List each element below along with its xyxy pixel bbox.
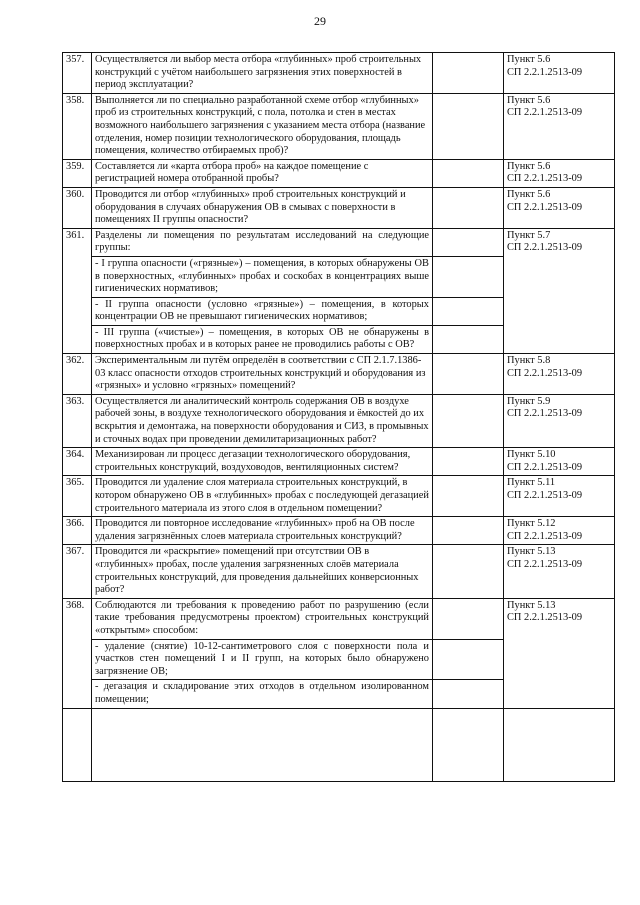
item-number: 367. <box>63 545 92 598</box>
item-number: 363. <box>63 394 92 447</box>
reference-cell <box>504 187 615 228</box>
table-row <box>63 448 615 476</box>
table-row <box>63 187 615 228</box>
answer-cell <box>433 394 504 447</box>
item-number: 359. <box>63 159 92 187</box>
answer-cell <box>433 93 504 159</box>
table-row <box>63 228 615 256</box>
answer-cell <box>433 53 504 94</box>
sub-item-text: - III группа («чистые») – помещения, в которых ОВ не обнаружены в поверхностных пробах и в которых ранее не проводились работы с ОВ? <box>92 325 433 353</box>
answer-cell <box>433 448 504 476</box>
question-text: Проводится ли повторное исследование «глубинных» проб на ОВ после удаления загрязнённых слоев материала строительных конструкций? <box>92 517 433 545</box>
answer-cell <box>433 639 504 680</box>
reference-document: СП 2.2.1.2513-09 <box>507 408 583 420</box>
checklist-body <box>63 53 615 782</box>
reference-document: СП 2.2.1.2513-09 <box>507 530 583 542</box>
reference-document: СП 2.2.1.2513-09 <box>507 242 583 254</box>
sub-item-text: - дегазация и складирование этих отходов в отдельном изолированном помещении; <box>92 680 433 708</box>
answer-cell <box>433 228 504 256</box>
reference-clause: Пункт 5.7 <box>507 229 551 241</box>
table-row <box>63 159 615 187</box>
question-text: Осуществляется ли аналитический контроль содержания ОВ в воздухе рабочей зоны, в воздухе технологического оборудования и ёмкостей до их вскрытия и демонтажа, на поверхности оборудования и СИЗ, в промывных и сточных водах при проведении демилитаризационных работ? <box>92 394 433 447</box>
reference-document: СП 2.2.1.2513-09 <box>507 612 583 624</box>
question-text: Выполняется ли по специально разработанной схеме отбор «глубинных» проб из строительных конструкций, с пола, потолка и стен в местах возможного наибольшего загрязнения с указанием места отбора (название отделения, номер позиции технологического оборудования, площадь помещения, количество отбираемых проб)? <box>92 93 433 159</box>
answer-cell <box>433 256 504 297</box>
reference-clause: Пункт 5.13 <box>507 546 556 558</box>
question-text: Экспериментальным ли путём определён в соответствии с СП 2.1.7.1386-03 класс опасности отходов строительных конструкций и оборудования из «грязных» и условно «грязных» помещений? <box>92 354 433 395</box>
question-text: Составляется ли «карта отбора проб» на каждое помещение с регистрацией номера отобранной пробы? <box>92 159 433 187</box>
reference-clause: Пункт 5.12 <box>507 518 556 530</box>
question-text: Проводится ли «раскрытие» помещений при отсутствии ОВ в «глубинных» пробах, после удаления загрязненных слоёв материала строительных конструкций, для проведения дальнейших конверсионных работ? <box>92 545 433 598</box>
item-number: 358. <box>63 93 92 159</box>
reference-cell <box>504 448 615 476</box>
reference-cell <box>504 394 615 447</box>
item-number: 364. <box>63 448 92 476</box>
item-number: 365. <box>63 476 92 517</box>
answer-cell <box>433 476 504 517</box>
reference-cell <box>504 476 615 517</box>
empty-row <box>63 708 615 781</box>
answer-cell <box>433 517 504 545</box>
reference-document: СП 2.2.1.2513-09 <box>507 173 583 185</box>
table-row <box>63 354 615 395</box>
empty-cell <box>504 708 615 781</box>
reference-clause: Пункт 5.13 <box>507 599 556 611</box>
answer-cell <box>433 680 504 708</box>
table-row <box>63 545 615 598</box>
reference-cell <box>504 545 615 598</box>
empty-cell <box>63 708 92 781</box>
item-number: 362. <box>63 354 92 395</box>
reference-cell <box>504 93 615 159</box>
item-number: 357. <box>63 53 92 94</box>
table-row <box>63 53 615 94</box>
answer-cell <box>433 297 504 325</box>
question-text: Проводится ли удаление слоя материала строительных конструкций, в котором обнаружено ОВ в «глубинных» пробах с последующей дегазацией строительного материала из этого слоя в отдельном помещении? <box>92 476 433 517</box>
empty-cell <box>433 708 504 781</box>
reference-cell <box>504 228 615 353</box>
reference-clause: Пункт 5.8 <box>507 355 551 367</box>
reference-cell <box>504 53 615 94</box>
item-number: 360. <box>63 187 92 228</box>
item-number: 368. <box>63 598 92 708</box>
question-text: Осуществляется ли выбор места отбора «глубинных» проб строительных конструкций с учётом наибольшего загрязнения этих поверхностей в период эксплуатации? <box>92 53 433 94</box>
reference-clause: Пункт 5.6 <box>507 54 551 65</box>
reference-cell <box>504 517 615 545</box>
reference-clause: Пункт 5.10 <box>507 449 556 461</box>
reference-clause: Пункт 5.6 <box>507 160 551 172</box>
question-text: Проводится ли отбор «глубинных» проб строительных конструкций и оборудования в случаях обнаружения ОВ в смывах с поверхности в помещениях II группы опасности? <box>92 187 433 228</box>
answer-cell <box>433 159 504 187</box>
answer-cell <box>433 354 504 395</box>
reference-cell <box>504 354 615 395</box>
reference-document: СП 2.2.1.2513-09 <box>507 107 583 119</box>
empty-cell <box>92 708 433 781</box>
sub-item-text: - II группа опасности (условно «грязные») – помещения, в которых концентрации ОВ не превышают гигиенических нормативов; <box>92 297 433 325</box>
item-number: 366. <box>63 517 92 545</box>
item-number: 361. <box>63 228 92 353</box>
reference-document: СП 2.2.1.2513-09 <box>507 367 583 379</box>
checklist-table <box>62 52 615 782</box>
reference-document: СП 2.2.1.2513-09 <box>507 490 583 501</box>
question-text: Разделены ли помещения по результатам исследований на следующие группы: <box>92 228 433 256</box>
question-text: Соблюдаются ли требования к проведению работ по разрушению (если такие требования предусмотрены проектом) строительных конструкций «открытым» способом: <box>92 598 433 639</box>
table-row <box>63 394 615 447</box>
reference-document: СП 2.2.1.2513-09 <box>507 558 583 570</box>
answer-cell <box>433 545 504 598</box>
reference-clause: Пункт 5.9 <box>507 395 551 407</box>
answer-cell <box>433 598 504 639</box>
reference-cell <box>504 598 615 708</box>
reference-document: СП 2.2.1.2513-09 <box>507 201 583 213</box>
reference-document: СП 2.2.1.2513-09 <box>507 66 583 78</box>
table-row <box>63 476 615 517</box>
reference-document: СП 2.2.1.2513-09 <box>507 461 583 473</box>
reference-cell <box>504 159 615 187</box>
sub-item-text: - I группа опасности («грязные») – помещения, в которых обнаружены ОВ в поверхностных, «глубинных» пробах и соскобах в концентрациях выше гигиенических нормативов; <box>92 256 433 297</box>
sub-item-text: - удаление (снятие) 10-12-сантиметрового слоя с поверхности пола и участков стен помещений I и II групп, на которых было обнаружено загрязнение ОВ; <box>92 639 433 680</box>
reference-clause: Пункт 5.11 <box>507 477 556 489</box>
answer-cell <box>433 325 504 353</box>
question-text: Механизирован ли процесс дегазации технологического оборудования, строительных конструкций, воздуховодов, вентиляционных систем? <box>92 448 433 476</box>
table-row <box>63 598 615 639</box>
table-row <box>63 93 615 159</box>
reference-clause: Пункт 5.6 <box>507 188 551 200</box>
table-row <box>63 517 615 545</box>
page-number: 29 <box>314 14 326 28</box>
reference-clause: Пункт 5.6 <box>507 94 551 106</box>
answer-cell <box>433 187 504 228</box>
